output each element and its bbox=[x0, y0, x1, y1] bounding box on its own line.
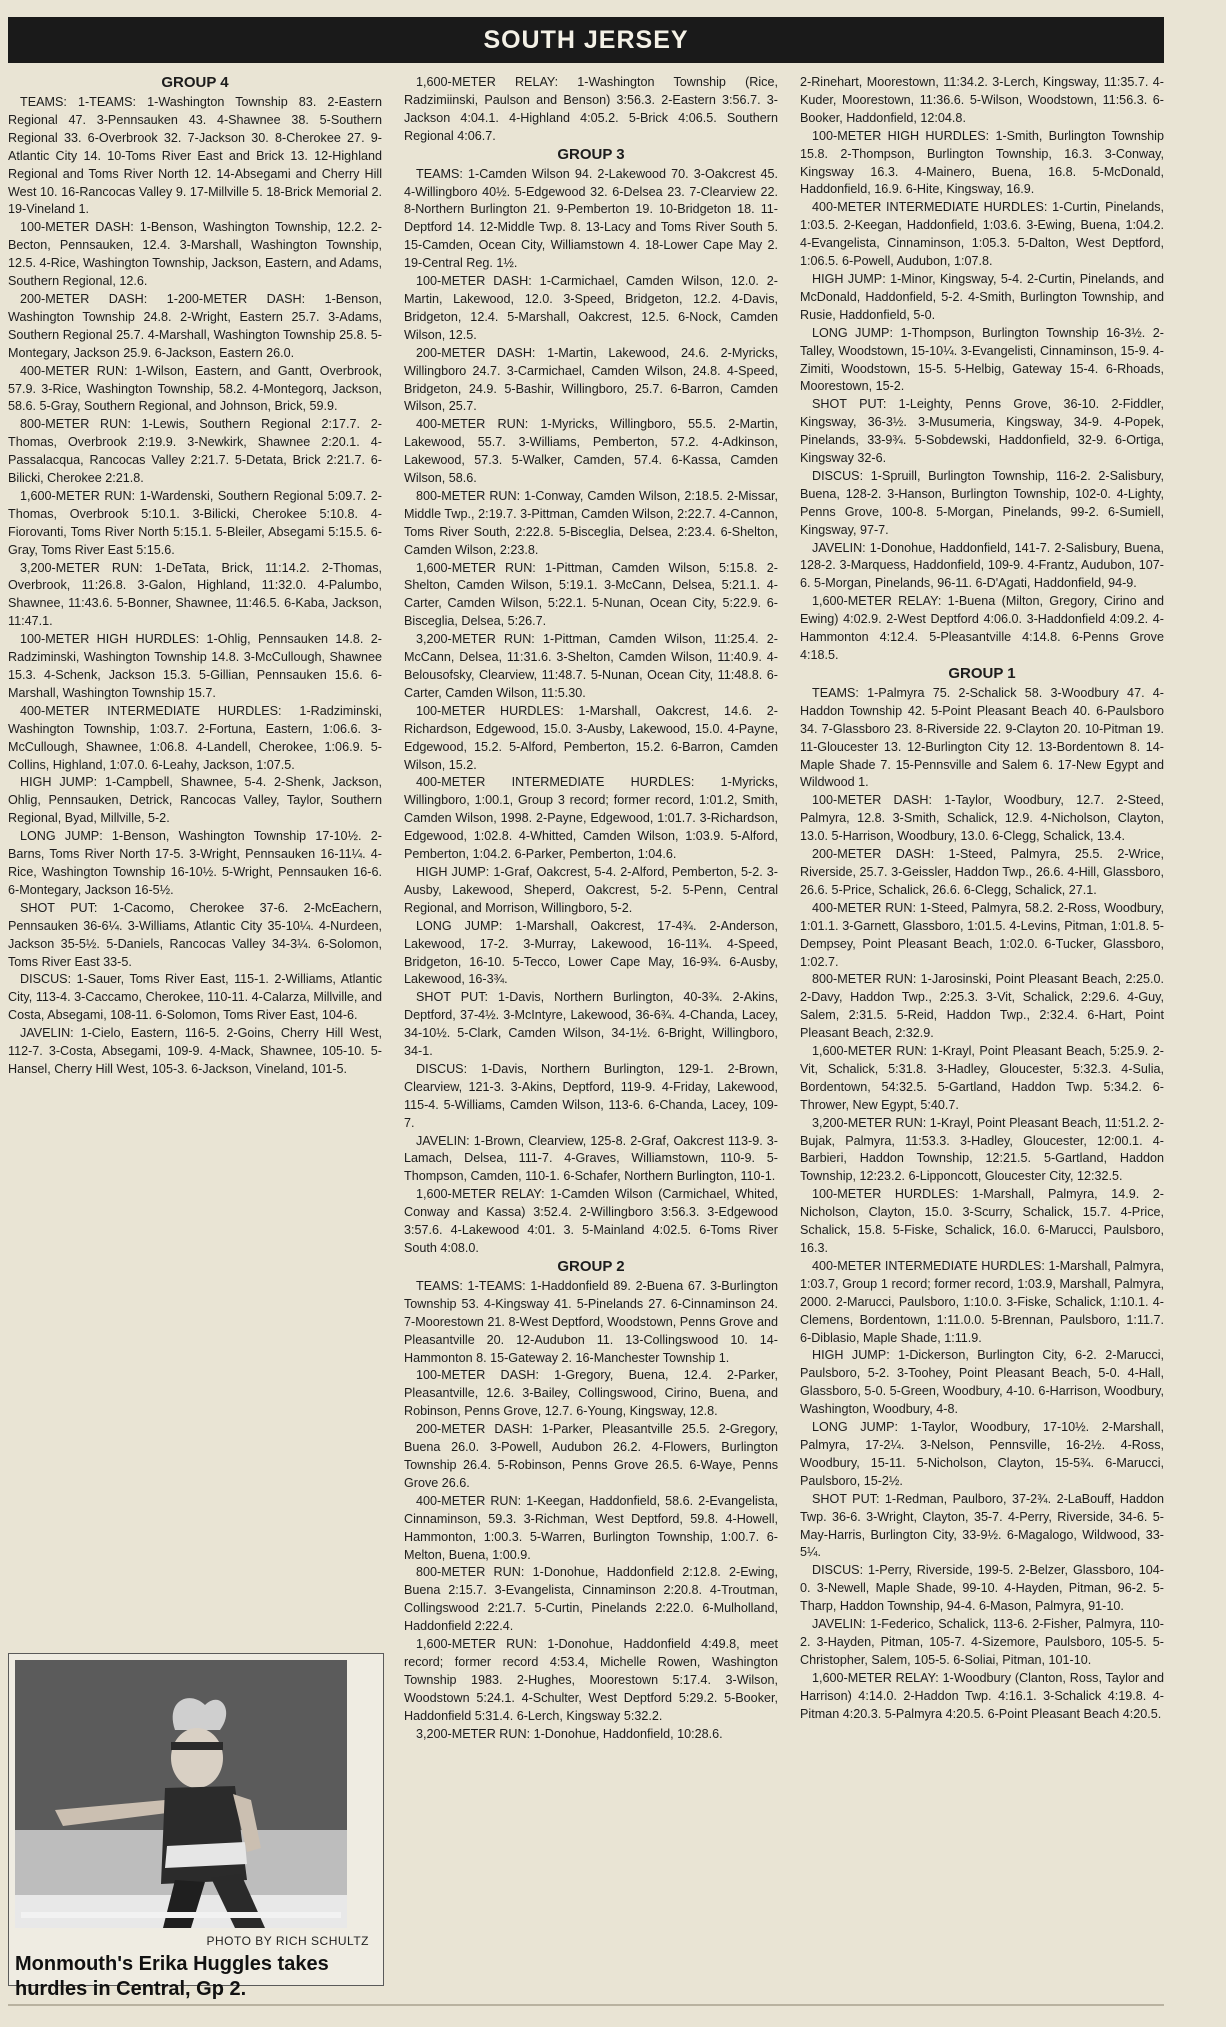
results-paragraph: 100-METER HURDLES: 1-Marshall, Palmyra, 14.9. 2-Nicholson, Clayton, 15.0. 3-Scurry, Schalick, 15.7. 4-Price, Schalick, 15.8. 5-Fiske, Schalick, 16.0. 6-Marucci, Paulsboro, 16.3. bbox=[800, 1187, 1164, 1255]
results-paragraph: TEAMS: 1-TEAMS: 1-Haddonfield 89. 2-Buena 67. 3-Burlington Township 53. 4-Kingsway 41. 5-Pinelands 27. 6-Cinnaminson 24. 7-Moorestown 21. 8-West Deptford, Woodstown, Penns Grove and Pleasantville 20. 12-Audubon 11. 13-Collingswood 10. 14-Hammonton 8. 15-Gateway 2. 16-Manchester Township 1. bbox=[404, 1278, 778, 1365]
results-paragraph: SHOT PUT: 1-Cacomo, Cherokee 37-6. 2-McEachern, Pennsauken 36-6¼. 3-Williams, Atlantic City 35-10¼. 4-Nurdeen, Jackson 35-5½. 5-Daniels, Rancocas Valley 34-3¼. 6-Solomon, Toms River East 33-5. bbox=[8, 900, 382, 969]
results-paragraph: DISCUS: 1-Perry, Riverside, 199-5. 2-Belzer, Glassboro, 104-0. 3-Newell, Maple Shade, 99-10. 4-Hayden, Pitman, 96-2. 5-Tharp, Haddon Township, 94-4. 6-Mason, Palmyra, 91-10. bbox=[800, 1563, 1164, 1614]
results-paragraph: 400-METER RUN: 1-Myricks, Willingboro, 55.5. 2-Martin, Lakewood, 55.7. 3-Williams, Pemberton, 57.2. 4-Adkinson, Lakewood, 57.3. 5-Walker, Camden, 57.4. 6-Kassa, Camden Wilson, 58.6. bbox=[404, 417, 778, 486]
results-paragraph: 1,600-METER RUN: 1-Pittman, Camden Wilson, 5:15.8. 2-Shelton, Camden Wilson, 5:19.1. 3-McCann, Delsea, 5:21.1. 4-Carter, Camden Wilson, 5:22.1. 5-Nunan, Ocean City, 5:22.9. 6-Bisceglia, Delsea, 5:26.7. bbox=[404, 560, 778, 629]
results-paragraph: HIGH JUMP: 1-Minor, Kingsway, 5-4. 2-Curtin, Pinelands, and McDonald, Haddonfield, 5-2. 4-Smith, Burlington Township, and Rusie, Haddonfield, 5-0. bbox=[800, 271, 1164, 322]
group-heading: GROUP 1 bbox=[948, 664, 1016, 682]
results-paragraph: 800-METER RUN: 1-Lewis, Southern Regional 2:17.7. 2-Thomas, Overbrook 2:19.9. 3-Newkirk, Shawnee 2:20.1. 4-Passalacqua, Rancocas Valley 2:21.7. 5-Detata, Brick 2:21.7. 6-Bilicki, Cherokee 2:21.8. bbox=[8, 417, 382, 486]
results-paragraph: 3,200-METER RUN: 1-Pittman, Camden Wilson, 11:25.4. 2-McCann, Delsea, 11:31.6. 3-Shelton, Camden Wilson, 11:40.9. 4-Belousofsky, Clearview, 11:48.7. 5-Nunan, Ocean City, 11:48.8. 6-Carter, Camden Wilson, 11:5.30. bbox=[404, 632, 778, 700]
results-paragraph: LONG JUMP: 1-Thompson, Burlington Township 16-3½. 2-Talley, Woodstown, 15-10¼. 3-Evangelisti, Cinnaminson, 15-9. 4-Zimiti, Woodstown, 15-5. 5-Helbig, Gateway 15-4. 6-Rhoads, Moorestown, 15-2. bbox=[800, 325, 1164, 394]
results-paragraph: 3,200-METER RUN: 1-DeTata, Brick, 11:14.2. 2-Thomas, Overbrook, 11:26.8. 3-Galon, Highland, 11:32.0. 4-Palumbo, Shawnee, 11:43.6. 5-Bonner, Shawnee, 11:46.5. 6-Kaba, Jackson, 11:47.1. bbox=[8, 560, 382, 629]
hurdler-photo bbox=[15, 1660, 347, 1928]
column-left bbox=[8, 74, 382, 1649]
results-paragraph: 400-METER RUN: 1-Steed, Palmyra, 58.2. 2-Ross, Woodbury, 1:01.1. 3-Garnett, Glassboro, 1:01.5. 4-Levins, Pitman, 1:01.8. 5-Dempsey, Point Pleasant Beach, 1:02.0. 6-Tucker, Glassboro, 1:02.7. bbox=[800, 900, 1164, 969]
results-paragraph: JAVELIN: 1-Donohue, Haddonfield, 141-7. 2-Salisbury, Buena, 128-2. 3-Marquess, Haddonfield, 109-9. 4-Frantz, Audubon, 107-6. 5-Morgan, Pinelands, 96-11. 6-D'Agati, Haddonfield, 94-9. bbox=[800, 540, 1164, 591]
results-paragraph: JAVELIN: 1-Federico, Schalick, 113-6. 2-Fisher, Palmyra, 110-2. 3-Hayden, Pitman, 105-7. 4-Sizemore, Paulsboro, 105-5. 5-Christopher, Salem, 105-5. 6-Soliai, Pitman, 101-10. bbox=[800, 1617, 1164, 1667]
results-paragraph: SHOT PUT: 1-Leighty, Penns Grove, 36-10. 2-Fiddler, Kingsway, 36-3½. 3-Musumeria, Kingsway, 34-9. 4-Popek, Pinelands, 33-9¾. 5-Sobdewski, Haddonfield, 32-9. 6-Ortiga, Kingsway 32-6. bbox=[800, 397, 1164, 466]
column-middle bbox=[404, 74, 778, 1964]
results-paragraph: LONG JUMP: 1-Marshall, Oakcrest, 17-4¾. 2-Anderson, Lakewood, 17-2. 3-Murray, Lakewood, 16-11¾. 4-Speed, Bridgeton, 16-10. 5-Tecco, Lower Cape May, 16-9¾. 6-Ausby, Lakewood, 16-3¾. bbox=[404, 918, 778, 987]
results-paragraph: 1,600-METER RELAY: 1-Buena (Milton, Gregory, Cirino and Ewing) 4:02.9. 2-West Deptford 4:06.0. 3-Haddonfield 4:09.2. 4-Hammonton 4:12.4. 5-Pleasantville 4:14.8. 6-Penns Grove 4:18.5. bbox=[800, 594, 1164, 662]
results-paragraph: 400-METER INTERMEDIATE HURDLES: 1-Myricks, Willingboro, 1:00.1, Group 3 record; former record, 1:01.2, Smith, Camden Wilson, 1998. 2-Payne, Edgewood, 1:01.7. 3-Richardson, Edgewood, 1:02.8. 4-Whitted, Camden Wilson, 1:03.9. 5-Alford, Pemberton, 1:04.2. 6-Parker, Pemberton, 1:04.6. bbox=[404, 775, 778, 862]
group-heading: GROUP 3 bbox=[557, 145, 625, 163]
results-paragraph: 400-METER INTERMEDIATE HURDLES: 1-Curtin, Pinelands, 1:03.5. 2-Keegan, Haddonfield, 1:03.6. 3-Ewing, Buena, 1:04.2. 4-Evangelista, Cinnaminson, 1:05.3. 5-Dalton, West Deptford, 1:06.5. 6-Powell, Audubon, 1:07.8. bbox=[800, 200, 1164, 269]
results-paragraph: 100-METER DASH: 1-Carmichael, Camden Wilson, 12.0. 2-Martin, Lakewood, 12.0. 3-Speed, Bridgeton, 12.2. 4-Davis, Bridgeton, 12.4. 5-Marshall, Oakcrest, 12.5. 6-Nock, Camden Wilson, 12.5. bbox=[404, 274, 778, 342]
results-paragraph: SHOT PUT: 1-Davis, Northern Burlington, 40-3¾. 2-Akins, Deptford, 37-4½. 3-McIntyre, Lakewood, 36-6¾. 4-Chanda, Lacey, 34-10½. 5-Clark, Camden Wilson, 34-1½. 6-Bright, Willingboro, 34-1. bbox=[404, 990, 778, 1059]
group-heading: GROUP 2 bbox=[557, 1257, 625, 1275]
results-paragraph: SHOT PUT: 1-Redman, Paulboro, 37-2¾. 2-LaBouff, Haddon Twp. 36-6. 3-Wright, Clayton, 35-7. 4-Perry, Riverside, 34-6. 5-May-Harris, Burlington City, 33-9½. 6-Magalogo, Wildwood, 33-5¼. bbox=[800, 1491, 1164, 1560]
results-paragraph: 200-METER DASH: 1-200-METER DASH: 1-Benson, Washington Township 24.8. 2-Wright, Eastern 25.7. 3-Adams, Southern Regional 25.7. 4-Marshall, Washington Township 25.8. 5-Montegary, Jackson 25.9. 6-Jackson, Eastern 26.0. bbox=[8, 291, 382, 360]
results-paragraph: TEAMS: 1-Camden Wilson 94. 2-Lakewood 70. 3-Oakcrest 45. 4-Willingboro 40½. 5-Edgewood 32. 6-Delsea 23. 7-Clearview 22. 8-Northern Burlington 21. 9-Pemberton 19. 10-Bridgeton 18. 11-Deptford 14. 12-Middle Twp. 8. 13-Lacy and Toms River South 5. 15-Camden, Ocean City, Williamstown 4. 18-Lower Cape May 2. 19-Central Reg. 1½. bbox=[404, 166, 778, 271]
results-paragraph: TEAMS: 1-Palmyra 75. 2-Schalick 58. 3-Woodbury 47. 4-Haddon Township 42. 5-Point Pleasant Beach 40. 6-Paulsboro 34. 7-Glassboro 23. 8-Riverside 22. 9-Clayton 20. 10-Pitman 19. 11-Gloucester 13. 12-Burlington City 12. 13-Bordentown 8. 14-Maple Shade 7. 15-Pennsville and Salem 6. 17-New Egypt and Wildwood 1. bbox=[800, 685, 1164, 790]
bottom-rule bbox=[8, 2004, 1164, 2006]
section-title: SOUTH JERSEY bbox=[483, 25, 689, 54]
results-paragraph: 400-METER RUN: 1-Keegan, Haddonfield, 58.6. 2-Evangelista, Cinnaminson, 59.3. 3-Richman, West Deptford, 59.8. 4-Howell, Hammonton, 1:00.3. 5-Warren, Burlington Township, 1:00.7. 6-Melton, Buena, 1:00.9. bbox=[404, 1493, 778, 1562]
photo-box bbox=[8, 1653, 384, 2000]
section-banner bbox=[8, 17, 1164, 63]
results-paragraph: 800-METER RUN: 1-Conway, Camden Wilson, 2:18.5. 2-Missar, Middle Twp., 2:19.7. 3-Pittman, Camden Wilson, 2:22.7. 4-Cannon, Toms River South, 2:22.8. 5-Bisceglia, Delsea, 2:23.4. 6-Shelton, Camden Wilson, 2:23.8. bbox=[404, 488, 778, 557]
results-paragraph: 1,600-METER RELAY: 1-Woodbury (Clanton, Ross, Taylor and Harrison) 4:14.0. 2-Haddon Twp. 4:16.1. 3-Schalick 4:19.8. 4-Pitman 4:20.3. 5-Palmyra 4:20.5. 6-Point Pleasant Beach 4:20.5. bbox=[800, 1670, 1164, 1721]
results-paragraph: 3,200-METER RUN: 1-Donohue, Haddonfield, 10:28.6. bbox=[416, 1726, 723, 1741]
results-paragraph: HIGH JUMP: 1-Dickerson, Burlington City, 6-2. 2-Marucci, Paulsboro, 5-2. 3-Toohey, Point Pleasant Beach, 5-0. 4-Hall, Glassboro, 5-0. 5-Green, Woodbury, 4-10. 6-Harrison, Woodbury, Washington, Woodbury, 4-8. bbox=[800, 1348, 1164, 1417]
results-paragraph: 400-METER INTERMEDIATE HURDLES: 1-Radziminski, Washington Township, 1:03.7. 2-Fortuna, Eastern, 1:06.6. 3-McCullough, Shawnee, 1:06.8. 4-Landell, Cherokee, 1:06.9. 5-Collins, Highland, 1:07.0. 6-Leahy, Jackson, 1:07.5. bbox=[8, 703, 382, 772]
results-paragraph: 800-METER RUN: 1-Jarosinski, Point Pleasant Beach, 2:25.0. 2-Davy, Haddon Twp., 2:25.3. 3-Vit, Schalick, 2:29.6. 4-Guy, Salem, 2:31.5. 5-Reid, Haddon Twp., 2:32.4. 6-Hart, Point Pleasant Beach, 2:32.9. bbox=[800, 972, 1164, 1041]
results-paragraph: 1,600-METER RUN: 1-Krayl, Point Pleasant Beach, 5:25.9. 2-Vit, Schalick, 5:31.8. 3-Hadley, Gloucester, 5:32.3. 4-Sulia, Bordentown, 54:32.5. 5-Gartland, Haddon Twp. 5:34.2. 6-Thrower, New Egypt, 5:40.7. bbox=[800, 1044, 1164, 1112]
results-paragraph: 200-METER DASH: 1-Parker, Pleasantville 25.5. 2-Gregory, Buena 26.0. 3-Powell, Audubon 26.2. 4-Flowers, Burlington Township 26.4. 5-Robinson, Penns Grove 26.5. 6-Waye, Penns Grove 26.6. bbox=[404, 1422, 778, 1490]
results-paragraph: 100-METER DASH: 1-Gregory, Buena, 12.4. 2-Parker, Pleasantville, 12.6. 3-Bailey, Collingswood, Cirino, Buena, and Robinson, Penns Grove, 12.7. 6-Young, Kingsway, 12.8. bbox=[404, 1368, 778, 1419]
results-paragraph: 400-METER INTERMEDIATE HURDLES: 1-Marshall, Palmyra, 1:03.7, Group 1 record; former record, 1:03.9, Marshall, Palmyra, 2000. 2-Marucci, Paulsboro, 1:10.0. 3-Fiske, Schalick, 1:10.1. 4-Clemens, Bordentown, 1:11.0.0. 5-Brennan, Paulsboro, 1:11.7. 6-Diblasio, Maple Shade, 1:11.9. bbox=[800, 1258, 1164, 1345]
results-paragraph: 1,600-METER RELAY: 1-Camden Wilson (Carmichael, Whited, Conway and Kassa) 3:52.4. 2-Willingboro 3:56.3. 3-Edgewood 3:57.6. 4-Lakewood 4:01. 3. 5-Mainland 4:02.5. 6-Toms River South 4:08.0. bbox=[404, 1187, 778, 1255]
results-paragraph: 200-METER DASH: 1-Martin, Lakewood, 24.6. 2-Myricks, Willingboro 24.7. 3-Carmichael, Camden Wilson, 24.8. 4-Speed, Bridgeton, 24.9. 5-Bashir, Willingboro, 25.7. 6-Barron, Camden Wilson, 25.7. bbox=[404, 345, 778, 414]
results-paragraph: 100-METER HIGH HURDLES: 1-Smith, Burlington Township 15.8. 2-Thompson, Burlington Township, 16.3. 3-Conway, Kingsway 16.3. 4-Mainero, Buena, 16.8. 5-McDonald, Haddonfield, 16.9. 6-Hite, Kingsway, 16.9. bbox=[800, 128, 1164, 197]
results-paragraph: JAVELIN: 1-Brown, Clearview, 125-8. 2-Graf, Oakcrest 113-9. 3-Lamach, Delsea, 111-7. 4-Graves, Williamstown, 110-9. 5-Thompson, Camden, 110-1. 6-Schafer, Northern Burlington, 110-1. bbox=[404, 1133, 778, 1184]
results-paragraph: DISCUS: 1-Sauer, Toms River East, 115-1. 2-Williams, Atlantic City, 113-4. 3-Caccamo, Cherokee, 110-11. 4-Calarza, Millville, and Costa, Absegami, 108-11. 6-Solomon, Toms River East, 104-6. bbox=[8, 972, 382, 1023]
results-paragraph: 800-METER RUN: 1-Donohue, Haddonfield 2:12.8. 2-Ewing, Buena 2:15.7. 3-Evangelista, Cinnaminson 2:20.8. 4-Troutman, Collingswood 2:21.7. 5-Curtin, Pinelands 2:22.0. 6-Mulholland, Haddonfield 2:22.4. bbox=[404, 1565, 778, 1634]
results-paragraph: HIGH JUMP: 1-Campbell, Shawnee, 5-4. 2-Shenk, Jackson, Ohlig, Pennsauken, Detrick, Rancocas Valley, Taylor, Southern Regional, Byad, Millville, 5-2. bbox=[8, 775, 382, 826]
results-paragraph: 200-METER DASH: 1-Steed, Palmyra, 25.5. 2-Wrice, Riverside, 25.7. 3-Geissler, Haddon Twp., 26.6. 4-Hill, Glassboro, 26.6. 5-Price, Schalick, 26.6. 6-Clegg, Schalick, 27.1. bbox=[800, 847, 1164, 897]
results-paragraph: JAVELIN: 1-Cielo, Eastern, 116-5. 2-Goins, Cherry Hill West, 112-7. 3-Costa, Absegami, 109-9. 4-Mack, Shawnee, 105-10. 5-Hansel, Cherry Hill West, 105-3. 6-Jackson, Vineland, 101-5. bbox=[8, 1026, 382, 1076]
results-paragraph: LONG JUMP: 1-Benson, Washington Township 17-10½. 2-Barns, Toms River North 17-5. 3-Wright, Pennsauken 16-11¼. 4-Rice, Washington Township 16-10½. 5-Wright, Pennsauken 16-6. 6-Montegary, Jackson 16-5½. bbox=[8, 829, 382, 897]
photo-caption: Monmouth's Erika Huggles takes hurdles in Central, Gp 2. bbox=[15, 1953, 329, 2000]
hurdler-illustration bbox=[15, 1660, 347, 1928]
results-paragraph: TEAMS: 1-TEAMS: 1-Washington Township 83. 2-Eastern Regional 47. 3-Pennsauken 43. 4-Shawnee 38. 5-Southern Regional 33. 6-Overbrook 32. 7-Jackson 30. 8-Cherokee 27. 9-Atlantic City 14. 10-Toms River East and Brick 13. 12-Highland Regional and Toms River North 12. 14-Absegami and Cherry Hill West 10. 16-Rancocas Valley 9. 17-Millville 5. 18-Brick Memorial 2. 19-Vineland 1. bbox=[8, 95, 382, 217]
results-paragraph: 1,600-METER RELAY: 1-Washington Township (Rice, Radzimiinski, Paulson and Benson) 3:56.3. 2-Eastern 3:56.7. 3-Jackson 4:04.1. 4-Highland 4:05.2. 5-Brick 4:06.5. Southern Regional 4:06.7. bbox=[404, 75, 778, 143]
results-paragraph: DISCUS: 1-Spruill, Burlington Township, 116-2. 2-Salisbury, Buena, 128-2. 3-Hanson, Burlington Township, 102-0. 4-Lighty, Penns Grove, 100-8. 5-Morgan, Pinelands, 99-2. 6-Sumiell, Kingsway, 97-7. bbox=[800, 468, 1164, 537]
results-paragraph: HIGH JUMP: 1-Graf, Oakcrest, 5-4. 2-Alford, Pemberton, 5-2. 3-Ausby, Lakewood, Sheperd, Oakcrest, 5-2. 5-Penn, Central Regional, and Morrison, Willingboro, 5-2. bbox=[404, 864, 778, 915]
results-paragraph: 100-METER DASH: 1-Taylor, Woodbury, 12.7. 2-Steed, Palmyra, 12.8. 3-Smith, Schalick, 12.9. 4-Nicholson, Clayton, 13.0. 5-Harrison, Woodbury, 13.0. 6-Clegg, Schalick, 13.4. bbox=[800, 793, 1164, 844]
results-paragraph: 1,600-METER RUN: 1-Wardenski, Southern Regional 5:09.7. 2-Thomas, Overbrook 5:10.1. 3-Bilicki, Cherokee 5:10.8. 4-Fiorovanti, Toms River North 5:15.1. 5-Bleiler, Absegami 5:15.5. 6-Gray, Toms River East 5:15.6. bbox=[8, 488, 382, 557]
results-paragraph: 2-Rinehart, Moorestown, 11:34.2. 3-Lerch, Kingsway, 11:35.7. 4-Kuder, Moorestown, 11:36.6. 5-Wilson, Woodstown, 11:56.3. 6-Booker, Haddonfield, 12:04.8. bbox=[800, 75, 1164, 125]
group-heading: GROUP 4 bbox=[161, 74, 229, 91]
results-paragraph: 100-METER HURDLES: 1-Marshall, Oakcrest, 14.6. 2-Richardson, Edgewood, 15.0. 3-Ausby, Lakewood, 15.0. 4-Payne, Edgewood, 15.2. 5-Alford, Pemberton, 15.2. 6-Barron, Camden Wilson, 15.2. bbox=[404, 703, 778, 772]
results-paragraph: 1,600-METER RUN: 1-Donohue, Haddonfield 4:49.8, meet record; former record 4:53.4, Michelle Rowen, Washington Township 1983. 2-Hughes, Moorestown 5:17.4. 3-Wilson, Woodstown 5:24.1. 4-Schulter, West Deptford 5:29.2. 5-Booker, Haddonfield 5:31.4. 6-Lerch, Kingsway 5:32.2. bbox=[404, 1637, 778, 1723]
results-paragraph: LONG JUMP: 1-Taylor, Woodbury, 17-10½. 2-Marshall, Palmyra, 17-2¼. 3-Nelson, Pennsville, 16-2½. 4-Ross, Woodbury, 15-11. 5-Nicholson, Clayton, 15-5¾. 6-Marucci, Paulsboro, 15-2½. bbox=[800, 1420, 1164, 1488]
results-paragraph: 100-METER HIGH HURDLES: 1-Ohlig, Pennsauken 14.8. 2-Radziminski, Washington Township 14.8. 3-McCullough, Shawnee 15.3. 4-Schenk, Jackson 15.3. 5-Gillian, Pennsauken 15.6. 6-Marshall, Washington Township 15.7. bbox=[8, 632, 382, 700]
results-paragraph: 3,200-METER RUN: 1-Krayl, Point Pleasant Beach, 11:51.2. 2-Bujak, Palmyra, 11:53.3. 3-Hadley, Gloucester, 12:00.1. 4-Barbieri, Haddon Township, 12:21.5. 5-Gartland, Haddon Township, 12:23.2. 6-Lipponcott, Gloucester City, 12:32.5. bbox=[800, 1115, 1164, 1184]
photo-credit: PHOTO BY RICH SCHULTZ bbox=[206, 1934, 369, 1948]
results-paragraph: 400-METER RUN: 1-Wilson, Eastern, and Gantt, Overbrook, 57.9. 3-Rice, Washington Township, 58.2. 4-Montegorq, Jackson, 58.6. 5-Gray, Southern Regional, and Johnson, Brick, 59.9. bbox=[8, 363, 382, 414]
results-paragraph: 100-METER DASH: 1-Benson, Washington Township, 12.2. 2-Becton, Pennsauken, 12.4. 3-Marshall, Washington Township, 12.5. 4-Rice, Washington Township, Jackson, Eastern, and Adams, Southern Regional, 12.6. bbox=[8, 220, 382, 289]
results-paragraph: DISCUS: 1-Davis, Northern Burlington, 129-1. 2-Brown, Clearview, 121-3. 3-Akins, Deptford, 119-9. 4-Friday, Lakewood, 115-4. 5-Williams, Camden Wilson, 113-6. 6-Chanda, Lacey, 109-7. bbox=[404, 1061, 778, 1130]
column-right bbox=[800, 74, 1164, 1964]
